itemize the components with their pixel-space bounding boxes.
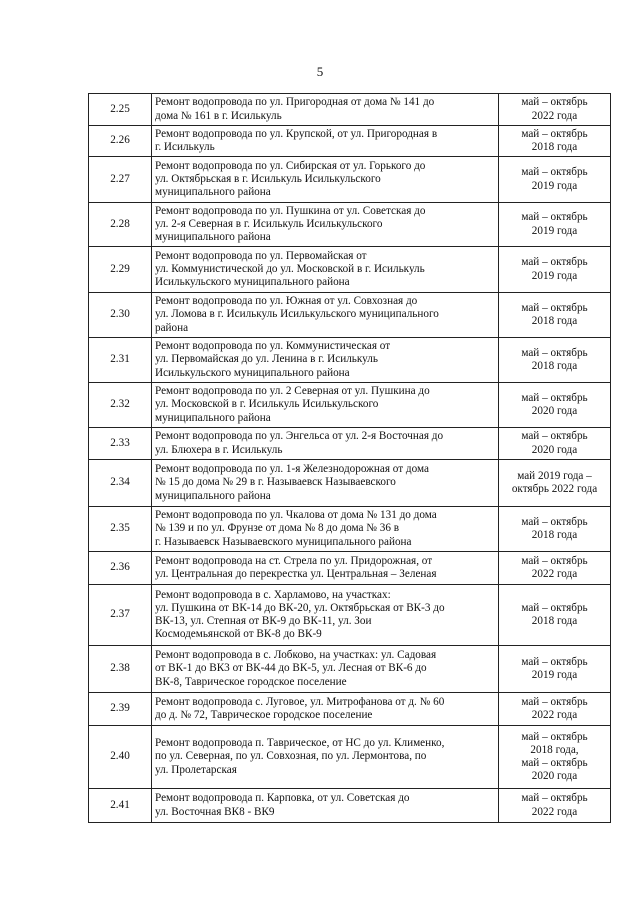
row-number: 2.30 — [89, 293, 152, 338]
table-row — [89, 460, 611, 507]
row-description: Ремонт водопровода по ул. 1-я Железнодорожная от дома № 15 до дома № 29 в г. Называевск Называевского муниципального района — [155, 463, 429, 502]
table-row — [89, 157, 611, 203]
row-description: Ремонт водопровода с. Луговое, ул. Митрофанова от д. № 60 до д. № 72, Таврическое городское поселение — [155, 695, 445, 721]
row-number: 2.29 — [89, 247, 152, 293]
row-number: 2.32 — [89, 383, 152, 428]
table-row — [89, 126, 611, 157]
row-period: май – октябрь 2018 года — [521, 346, 588, 372]
row-description: Ремонт водопровода по ул. 2 Северная от ул. Пушкина до ул. Московской в г. Исилькуль Исилькульского муниципального района — [155, 385, 430, 424]
table-row — [89, 293, 611, 338]
row-description: Ремонт водопровода по ул. Сибирская от ул. Горького до ул. Октябрьская в г. Исилькуль Исилькульского муниципального района — [155, 159, 426, 199]
table-row — [89, 338, 611, 383]
row-description: Ремонт водопровода по ул. Пригородная от дома № 141 до дома № 161 в г. Исилькуль — [155, 96, 435, 122]
row-description: Ремонт водопровода п. Таврическое, от НС до ул. Клименко, по ул. Северная, по ул. Совхозная, по ул. Лермонтова, по ул. Пролетарская — [155, 737, 445, 776]
table-row — [89, 383, 611, 428]
page-number: 5 — [316, 64, 324, 79]
row-period: май – октябрь 2019 года — [521, 211, 588, 237]
row-period: май – октябрь 2019 года — [521, 256, 588, 282]
row-period: май – октябрь 2018 года — [521, 301, 588, 327]
row-period: май – октябрь 2022 года — [521, 792, 588, 818]
table-row — [89, 693, 611, 726]
table-row — [89, 94, 611, 126]
row-period: май – октябрь 2020 года — [521, 391, 588, 417]
row-number: 2.25 — [89, 94, 152, 126]
table-row — [89, 428, 611, 460]
row-number: 2.38 — [89, 646, 152, 693]
row-period: май – октябрь 2018 года — [521, 127, 588, 153]
row-number: 2.34 — [89, 460, 152, 507]
row-period: май – октябрь 2019 года — [521, 655, 588, 681]
table-row — [89, 247, 611, 293]
row-description: Ремонт водопровода по ул. Южная от ул. Совхозная до ул. Ломова в г. Исилькуль Исилькульского муниципального района — [155, 295, 439, 334]
row-description: Ремонт водопровода по ул. Первомайская от ул. Коммунистической до ул. Московской в г. Исилькуль Исилькульского муниципального района — [155, 249, 425, 289]
row-number: 2.39 — [89, 693, 152, 726]
row-description: Ремонт водопровода по ул. Пушкина от ул. Советская до ул. 2-я Северная в г. Исилькуль Исилькульского муниципального района — [155, 204, 426, 244]
row-period: май – октябрь 2022 года — [521, 96, 588, 122]
row-description: Ремонт водопровода по ул. Энгельса от ул. 2-я Восточная до ул. Блюхера в г. Исилькуль — [155, 430, 444, 456]
row-number: 2.33 — [89, 428, 152, 460]
row-period: май – октябрь 2018 года — [521, 515, 588, 541]
row-number: 2.35 — [89, 507, 152, 552]
table-row — [89, 585, 611, 646]
row-number: 2.40 — [89, 726, 152, 789]
table-row — [89, 507, 611, 552]
row-description: Ремонт водопровода по ул. Коммунистическая от ул. Первомайская до ул. Ленина в г. Исилькуль Исилькульского муниципального района — [155, 340, 391, 379]
table-row — [89, 789, 611, 823]
table-row — [89, 552, 611, 585]
row-description: Ремонт водопровода по ул. Чкалова от дома № 131 до дома № 139 и по ул. Фрунзе от дома № 8 до дома № 36 в г. Называевск Называевского муниципального района — [155, 509, 437, 548]
row-period: май – октябрь 2020 года — [521, 430, 588, 456]
row-period: май 2019 года – октябрь 2022 года — [511, 469, 598, 495]
row-description: Ремонт водопровода по ул. Крупской, от ул. Пригородная в г. Исилькуль — [155, 127, 438, 153]
row-number: 2.31 — [89, 338, 152, 383]
row-number: 2.28 — [89, 203, 152, 247]
row-number: 2.27 — [89, 157, 152, 203]
row-description: Ремонт водопровода на ст. Стрела по ул. Придорожная, от ул. Центральная до перекрестка ул. Центральная – Зеленая — [155, 554, 437, 580]
row-period: май – октябрь 2022 года — [521, 554, 588, 580]
row-number: 2.37 — [89, 585, 152, 646]
row-description: Ремонт водопровода в с. Харламово, на участках: ул. Пушкина от ВК-14 до ВК-20, ул. Октябрьская от ВК-3 до ВК-13, ул. Степная от ВК-9 до ВК-11, ул. Зои Космодемьянской от ВК-8 до ВК-9 — [155, 588, 445, 641]
table-row — [89, 646, 611, 693]
row-period: май – октябрь 2022 года — [521, 695, 588, 721]
row-description: Ремонт водопровода в с. Лобково, на участках: ул. Садовая от ВК-1 до ВК3 от ВК-44 до ВК-5, ул. Лесная от ВК-6 до ВК-8, Таврическое городское поселение — [155, 649, 437, 688]
row-period: май – октябрь 2018 года — [521, 601, 588, 627]
row-description: Ремонт водопровода п. Карповка, от ул. Советская до ул. Восточная ВК8 - ВК9 — [155, 792, 410, 818]
table-row — [89, 203, 611, 247]
table-row — [89, 726, 611, 789]
row-number: 2.36 — [89, 552, 152, 585]
row-number: 2.26 — [89, 126, 152, 157]
row-period: май – октябрь 2018 года, май – октябрь 2020 года — [521, 730, 588, 783]
row-period: май – октябрь 2019 года — [521, 166, 588, 192]
row-number: 2.41 — [89, 789, 152, 823]
works-table — [88, 93, 611, 823]
